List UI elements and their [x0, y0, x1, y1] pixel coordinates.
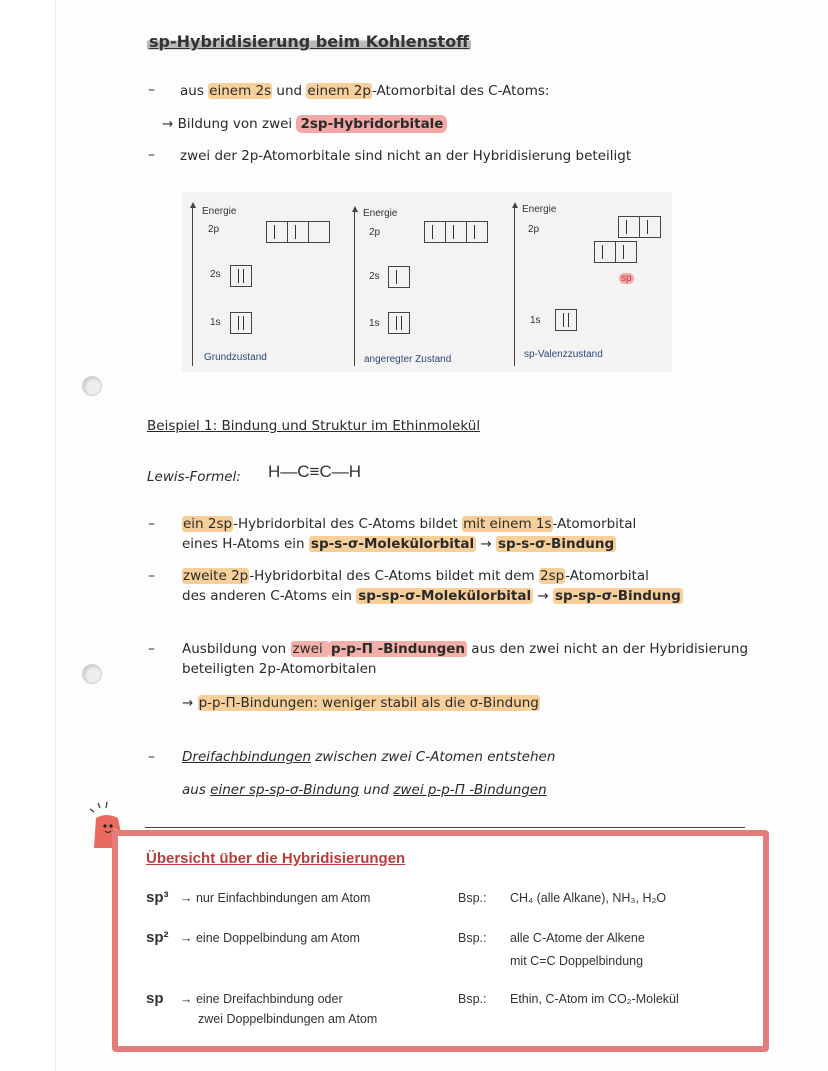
hybrid-type-sp2: sp²: [146, 929, 169, 946]
orbital-1s-box: [388, 312, 410, 334]
orbital-1s-box: [555, 309, 577, 331]
bullet-dash: –: [148, 82, 155, 98]
overview-title: Übersicht über die Hybridisierungen: [146, 850, 406, 867]
orbital-2p-boxes: [618, 216, 661, 238]
bullet-1-result: → Bildung von zwei 2sp-Hybridorbitale: [162, 116, 447, 132]
hybrid-type-sp3: sp³: [146, 889, 169, 906]
point-2-line-2: des anderen C-Atoms ein sp-sp-σ-Molekülorbital → sp-sp-σ-Bindung: [182, 588, 681, 604]
section-divider: [145, 827, 745, 828]
point-1-line-1: ein 2sp-Hybridorbital des C-Atoms bildet mit einem 1s-Atomorbital: [183, 516, 637, 532]
energy-axis-label: Energie: [522, 204, 557, 215]
point-4-line-1: Dreifachbindungen zwischen zwei C-Atomen entstehen: [182, 749, 556, 765]
punch-hole-top: [82, 376, 102, 396]
bullet-dash: –: [148, 516, 155, 532]
hybrid-desc-sp-line2: zwei Doppelbindungen am Atom: [198, 1012, 378, 1026]
orbital-label-2s: 2s: [369, 271, 380, 282]
point-4-line-2: aus einer sp-sp-σ-Bindung und zwei p-p-Π -Bindungen: [182, 782, 547, 798]
orbital-label-1s: 1s: [369, 318, 380, 329]
orbital-2p-boxes: [266, 221, 330, 243]
hybrid-desc-sp: → eine Dreifachbindung oder: [180, 992, 343, 1006]
lewis-formula: H—C≡C—H: [268, 462, 362, 481]
point-1-line-2: eines H-Atoms ein sp-s-σ-Molekülorbital → sp-s-σ-Bindung: [182, 536, 615, 552]
point-3-line-1: Ausbildung von zwei p-p-Π -Bindungen aus den zwei nicht an der Hybridisierung: [182, 641, 749, 657]
orbital-label-sp: sp: [621, 273, 632, 284]
orbital-label-2p: 2p: [369, 227, 381, 238]
energy-axis-label: Energie: [363, 208, 398, 219]
point-3-result: → p-p-Π-Bindungen: weniger stabil als die σ-Bindung: [182, 695, 539, 711]
page-title: sp-Hybridisierung beim Kohlenstoff: [149, 32, 470, 51]
caption-sp-valence-state: sp-Valenzzustand: [524, 349, 603, 360]
example-heading: Beispiel 1: Bindung und Struktur im Ethinmolekül: [147, 418, 481, 434]
hybrid-example-sp2-line2: mit C=C Doppelbindung: [510, 954, 644, 968]
example-label: Bsp.:: [458, 891, 487, 905]
bullet-dash: –: [148, 147, 155, 163]
example-label: Bsp.:: [458, 931, 487, 945]
orbital-label-2p: 2p: [208, 224, 220, 235]
hybrid-example-sp: Ethin, C-Atom im CO₂-Molekül: [510, 992, 679, 1006]
orbital-2s-box: [230, 265, 252, 287]
bullet-dash: –: [148, 749, 155, 765]
hybrid-example-sp3: CH₄ (alle Alkane), NH₃, H₂O: [510, 891, 667, 905]
orbital-label-2p: 2p: [528, 224, 540, 235]
caption-ground-state: Grundzustand: [204, 352, 267, 363]
orbital-2p-boxes: [424, 221, 488, 243]
caption-excited-state: angeregter Zustand: [364, 354, 452, 365]
bullet-dash: –: [148, 568, 155, 584]
orbital-1s-box: [230, 312, 252, 334]
energy-axis-label: Energie: [202, 206, 237, 217]
hybrid-type-sp: sp: [146, 990, 164, 1007]
orbital-label-2s: 2s: [210, 269, 221, 280]
hybrid-desc-sp2: → eine Doppelbindung am Atom: [180, 931, 360, 945]
point-3-line-2: beteiligten 2p-Atomorbitalen: [182, 661, 377, 677]
point-2-line-1: zweite 2p-Hybridorbital des C-Atoms bildet mit dem 2sp-Atomorbital: [183, 568, 649, 584]
orbital-sp-boxes: [594, 241, 637, 263]
lewis-label: Lewis-Formel:: [147, 469, 241, 485]
hybrid-example-sp2: alle C-Atome der Alkene: [510, 931, 645, 945]
hybrid-desc-sp3: → nur Einfachbindungen am Atom: [180, 891, 371, 905]
punch-hole-bottom: [82, 664, 102, 684]
bullet-2: zwei der 2p-Atomorbitale sind nicht an der Hybridisierung beteiligt: [180, 148, 632, 164]
orbital-label-1s: 1s: [530, 315, 541, 326]
orbital-2s-box: [388, 266, 410, 288]
bullet-dash: –: [148, 641, 155, 657]
example-label: Bsp.:: [458, 992, 487, 1006]
energy-diagram: [182, 192, 672, 372]
orbital-label-1s: 1s: [210, 317, 221, 328]
bullet-1: aus einem 2s und einem 2p-Atomorbital des C-Atoms:: [180, 83, 550, 99]
